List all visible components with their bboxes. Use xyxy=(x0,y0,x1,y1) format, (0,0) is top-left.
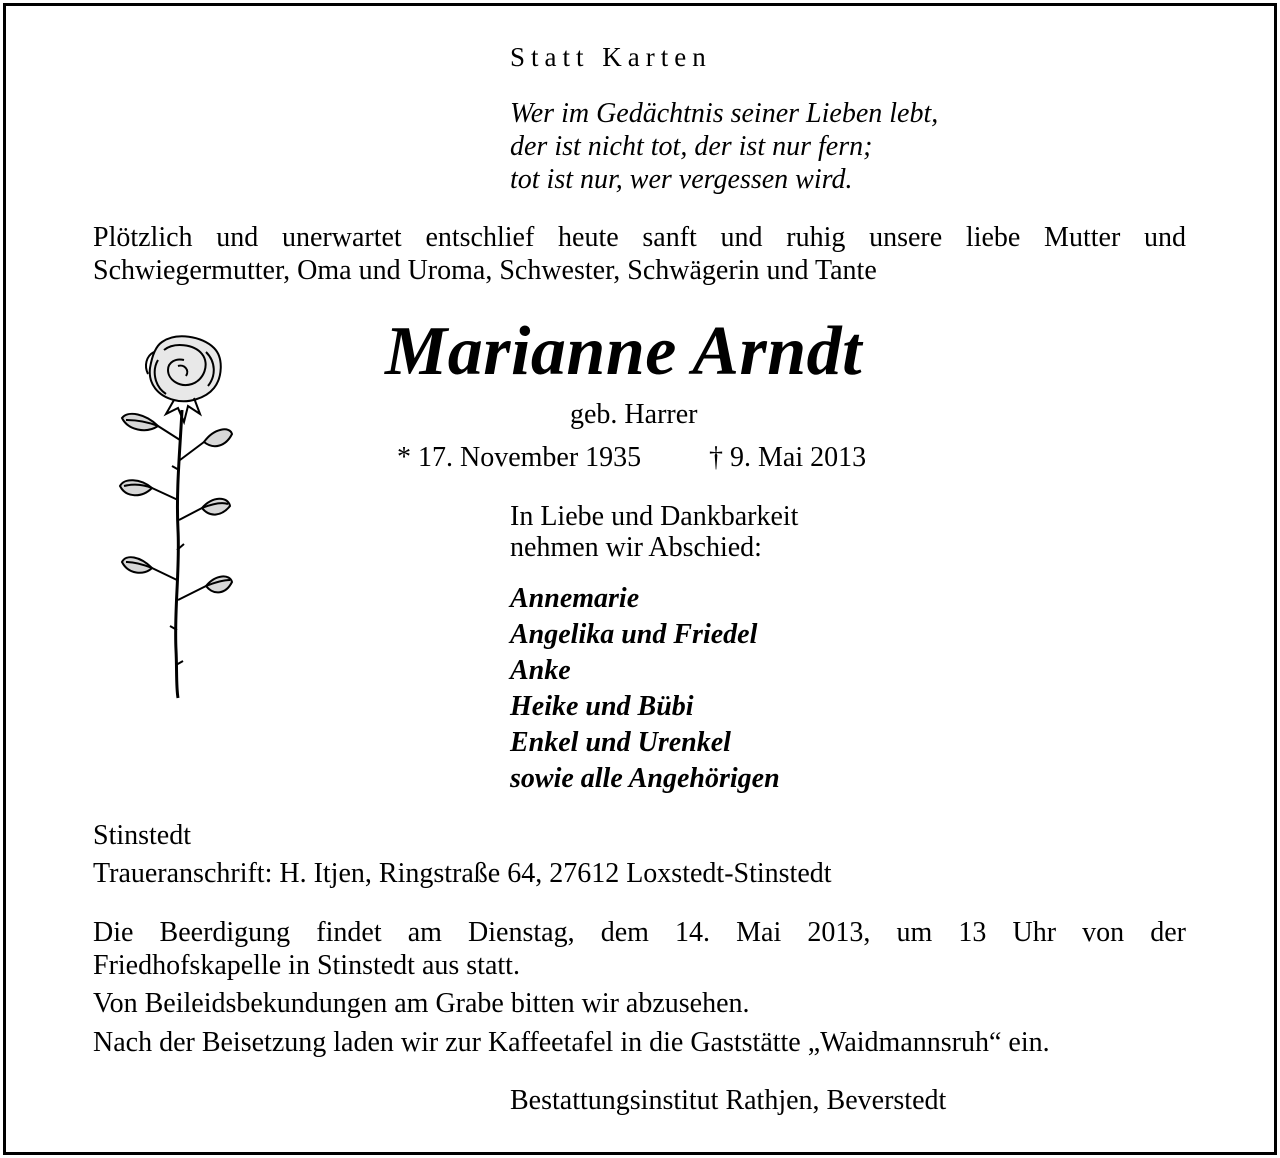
notice-heading: Statt Karten xyxy=(510,42,712,72)
farewell-line: In Liebe und Dankbarkeit xyxy=(510,501,799,532)
farewell-text xyxy=(510,501,798,563)
mourning-address: Traueranschrift: H. Itjen, Ringstraße 64, 27612 Loxstedt-Stinstedt xyxy=(93,858,832,889)
place-name: Stinstedt xyxy=(93,820,192,851)
mourner: Anke xyxy=(510,655,571,686)
condolence-note: Von Beileidsbekundungen am Grabe bitten wir abzusehen. xyxy=(93,988,750,1019)
mourners-list xyxy=(510,581,780,797)
undertaker-name: Bestattungsinstitut Rathjen, Beverstedt xyxy=(510,1085,947,1116)
birth-date: * 17. November 1935 xyxy=(397,442,642,473)
poem-line: tot ist nur, wer vergessen wird. xyxy=(510,164,853,195)
funeral-line: Friedhofskapelle in Stinstedt aus statt. xyxy=(93,950,520,981)
mourner: Annemarie xyxy=(510,583,640,614)
rose-icon xyxy=(118,330,234,702)
maiden-name: geb. Harrer xyxy=(570,399,698,430)
farewell-line: nehmen wir Abschied: xyxy=(510,532,762,563)
deceased-name: Marianne Arndt xyxy=(385,313,863,390)
mourner: sowie alle Angehörigen xyxy=(510,763,780,794)
memorial-poem xyxy=(510,97,938,196)
mourner: Heike und Bübi xyxy=(510,691,694,722)
funeral-info xyxy=(93,916,1186,982)
coffee-invitation: Nach der Beisetzung laden wir zur Kaffeetafel in die Gaststätte „Waidmannsruh“ ein. xyxy=(93,1027,1050,1058)
poem-line: Wer im Gedächtnis seiner Lieben lebt, xyxy=(510,98,939,129)
funeral-line: Die Beerdigung findet am Dienstag, dem 14. Mai 2013, um 13 Uhr von der xyxy=(93,917,1186,948)
mourner: Enkel und Urenkel xyxy=(510,727,731,758)
intro-line: Plötzlich und unerwartet entschlief heute sanft und ruhig unsere liebe Mutter und xyxy=(93,222,1186,253)
poem-line: der ist nicht tot, der ist nur fern; xyxy=(510,131,873,162)
intro-text xyxy=(93,221,1186,287)
death-date: † 9. Mai 2013 xyxy=(709,442,867,473)
intro-line: Schwiegermutter, Oma und Uroma, Schwester, Schwägerin und Tante xyxy=(93,255,877,286)
mourner: Angelika und Friedel xyxy=(510,619,758,650)
